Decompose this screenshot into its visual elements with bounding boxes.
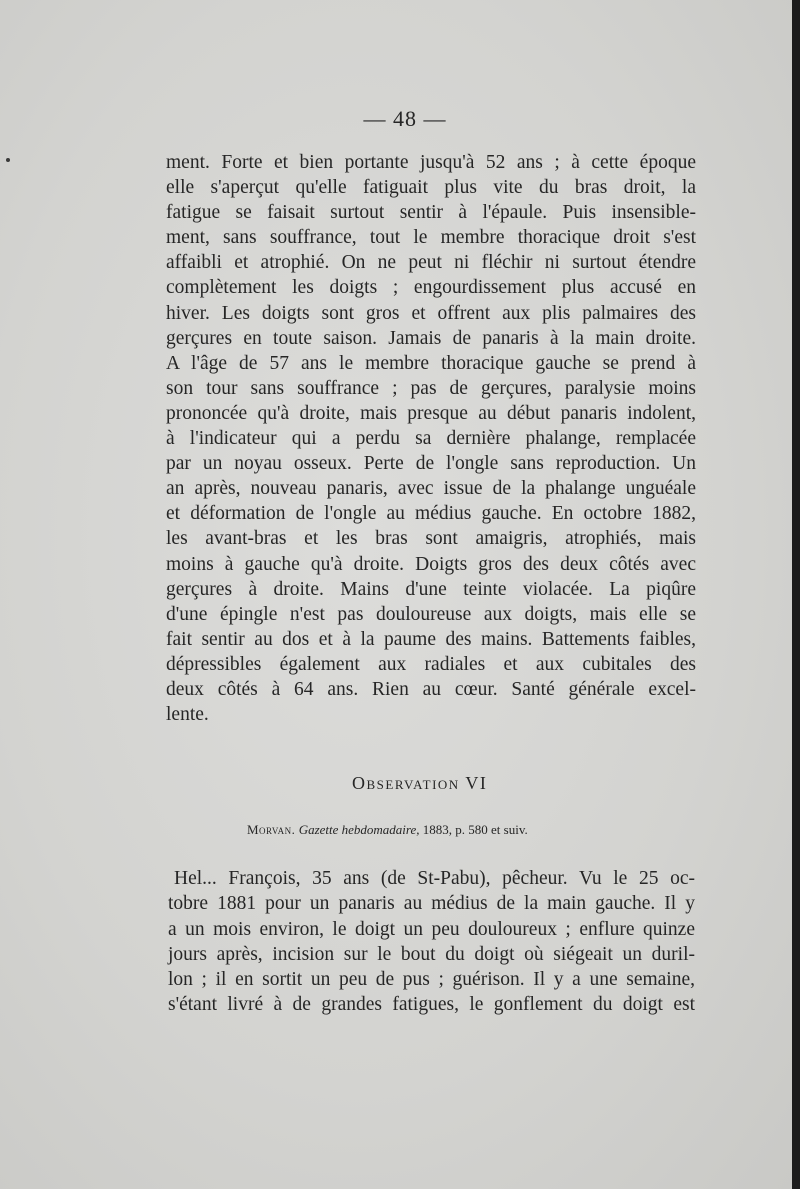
text-line: gerçures à droite. Mains d'une teinte violacée. La piqûre <box>166 578 696 600</box>
text-line: fatigue se faisait surtout sentir à l'épaule. Puis insensible- <box>166 202 696 224</box>
text-line: hiver. Les doigts sont gros et offrent aux plis palmaires des <box>166 302 696 324</box>
page-number: — 48 — <box>363 106 447 131</box>
citation-journal: Gazette hebdomadaire, <box>298 822 420 837</box>
text-line: elle s'aperçut qu'elle fatiguait plus vite du bras droit, la <box>166 177 696 199</box>
text-line: lente. <box>166 704 209 726</box>
text-line: ment, sans souffrance, tout le membre thoracique droit s'est <box>166 227 696 249</box>
case-paragraph <box>168 866 695 1018</box>
citation <box>247 822 528 838</box>
text-line: par un noyau osseux. Perte de l'ongle sans reproduction. Un <box>166 453 696 475</box>
text-line: à l'indicateur qui a perdu sa dernière phalange, remplacée <box>166 428 696 450</box>
text-line: a un mois environ, le doigt un peu douloureux ; enflure quinze <box>168 918 695 940</box>
main-paragraph <box>166 150 696 727</box>
citation-author: Morvan. <box>247 822 296 837</box>
text-line: ment. Forte et bien portante jusqu'à 52 ans ; à cette époque <box>166 152 696 173</box>
text-line: gerçures en toute saison. Jamais de panaris à la main droite. <box>166 327 696 349</box>
text-line: an après, nouveau panaris, avec issue de la phalange unguéale <box>166 478 696 500</box>
text-line: A l'âge de 57 ans le membre thoracique gauche se prend à <box>166 352 696 374</box>
text-line: moins à gauche qu'à droite. Doigts gros des deux côtés avec <box>166 553 696 575</box>
text-line: lon ; il en sortit un peu de pus ; guérison. Il y a une semaine, <box>168 969 695 991</box>
text-line: les avant-bras et les bras sont amaigris, atrophiés, mais <box>166 528 696 550</box>
text-line: prononcée qu'à droite, mais presque au début panaris indolent, <box>166 402 696 424</box>
ink-speck <box>6 158 10 162</box>
text-line: fait sentir au dos et à la paume des mains. Battements faibles, <box>166 628 696 650</box>
text-line: jours après, incision sur le bout du doigt où siégeait un duril- <box>168 943 695 965</box>
text-line: deux côtés à 64 ans. Rien au cœur. Santé générale excel- <box>166 678 696 700</box>
text-line: Hel... François, 35 ans (de St-Pabu), pêcheur. Vu le 25 oc- <box>174 868 695 889</box>
text-line: et déformation de l'ongle au médius gauche. En octobre 1882, <box>166 503 696 525</box>
observation-heading: Observation VI <box>352 773 488 793</box>
text-line: s'étant livré à de grandes fatigues, le gonflement du doigt est <box>168 994 695 1016</box>
text-line: d'une épingle n'est pas douloureuse aux doigts, mais elle se <box>166 603 696 625</box>
text-line: son tour sans souffrance ; pas de gerçures, paralysie moins <box>166 377 696 399</box>
text-line: complètement les doigts ; engourdissement plus accusé en <box>166 277 696 299</box>
text-line: dépressibles également aux radiales et aux cubitales des <box>166 653 696 675</box>
citation-details: 1883, p. 580 et suiv. <box>422 822 528 837</box>
text-line: affaibli et atrophié. On ne peut ni fléchir ni surtout étendre <box>166 252 696 274</box>
text-line: tobre 1881 pour un panaris au médius de la main gauche. Il y <box>168 893 695 915</box>
